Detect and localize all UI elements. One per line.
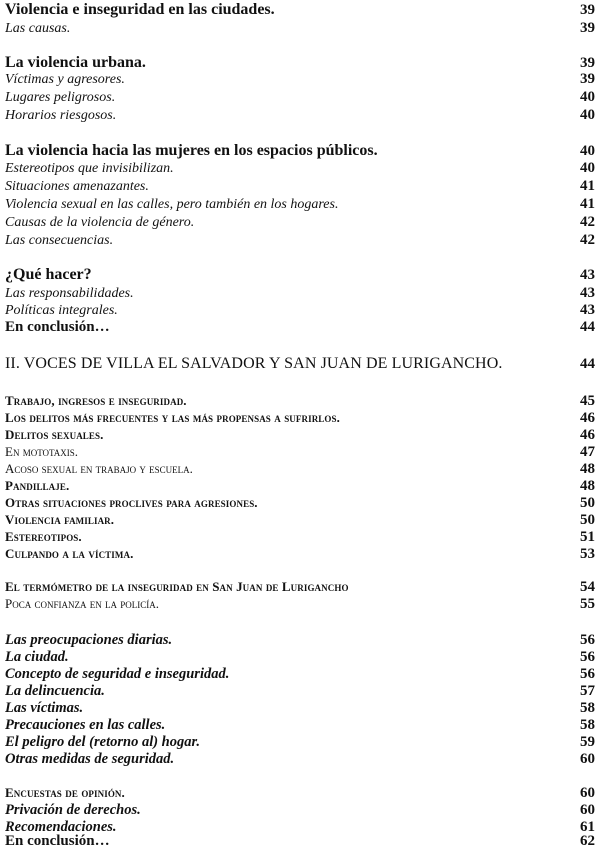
toc-entry[interactable] [5,197,595,212]
toc-page: 60 [580,785,595,801]
toc-entry[interactable] [5,530,595,545]
toc-entry[interactable] [5,701,595,716]
toc-title: Estereotipos que invisibilizan. [5,162,174,176]
toc-entry[interactable] [5,633,595,648]
toc-page: 46 [580,410,595,426]
toc-entry[interactable] [5,496,595,511]
toc-page: 56 [580,649,595,665]
toc-title: En conclusión… [5,834,110,849]
toc-page: 42 [580,214,595,230]
toc-title: Otras medidas de seguridad. [5,752,175,767]
toc-title: Acoso sexual en trabajo y escuela. [5,462,193,475]
toc-entry[interactable] [5,356,595,372]
toc-title: Víctimas y agresores. [5,73,125,87]
toc-entry[interactable] [5,286,595,301]
toc-page: 53 [580,546,595,562]
toc-page: 62 [580,833,595,849]
toc-page: 55 [580,596,595,612]
toc-title: II. VOCES DE VILLA EL SALVADOR Y SAN JUAN DE LURIGANCHO. [5,356,503,372]
toc-title: Violencia e inseguridad en las ciudades. [5,2,275,18]
toc-title: La delincuencia. [5,684,105,699]
toc-title: La ciudad. [5,650,69,665]
toc-entry[interactable] [5,55,595,71]
toc-title: Otras situaciones proclives para agresiones. [5,496,258,509]
toc-title: Lugares peligrosos. [5,91,116,105]
toc-title: En mototaxis. [5,445,79,458]
toc-page: 59 [580,734,595,750]
toc-entry[interactable] [5,428,595,443]
toc-title: Las consecuencias. [5,234,114,248]
toc-entry[interactable] [5,786,595,801]
toc-title: Políticas integrales. [5,304,118,318]
toc-page: 41 [580,196,595,212]
toc-title: El peligro del (retorno al) hogar. [5,735,200,750]
toc-title: Las víctimas. [5,701,84,716]
toc-entry[interactable] [5,513,595,528]
toc-page: 60 [580,802,595,818]
toc-page: 46 [580,427,595,443]
toc-entry[interactable] [5,303,595,318]
toc-page: 39 [580,20,595,36]
toc-entry[interactable] [5,445,595,460]
toc-entry[interactable] [5,161,595,176]
toc-page: 61 [580,819,595,835]
toc-page: 40 [580,160,595,176]
toc-page: 57 [580,683,595,699]
toc-entry[interactable] [5,667,595,682]
toc-title: Violencia sexual en las calles, pero también en los hogares. [5,198,339,212]
toc-page: 44 [580,319,595,335]
toc-page: 39 [580,55,595,71]
toc-entry[interactable] [5,803,595,818]
toc-entry[interactable] [5,90,595,105]
toc-entry[interactable] [5,479,595,494]
toc-page: 40 [580,107,595,123]
toc-title: Delitos sexuales. [5,428,104,441]
toc-page: 43 [580,302,595,318]
toc-page: 58 [580,700,595,716]
toc-title: ¿Qué hacer? [5,267,92,283]
toc-entry[interactable] [5,233,595,248]
toc-title: Horarios riesgosos. [5,109,117,123]
toc-title: Situaciones amenazantes. [5,180,149,194]
toc-entry[interactable] [5,394,595,409]
toc-title: La violencia hacia las mujeres en los espacios públicos. [5,143,378,159]
toc-page: 47 [580,444,595,460]
toc-title: Estereotipos. [5,530,82,543]
toc-page: 50 [580,512,595,528]
toc-page: 43 [580,285,595,301]
toc-title: En conclusión… [5,320,110,335]
toc-page: 43 [580,267,595,283]
toc-page: 44 [580,356,595,372]
toc-title: Encuestas de opinión. [5,786,125,799]
toc-page: 41 [580,178,595,194]
toc-entry[interactable] [5,834,595,849]
toc-title: La violencia urbana. [5,55,146,71]
toc-page: 40 [580,143,595,159]
toc-entry[interactable] [5,718,595,733]
toc-entry[interactable] [5,179,595,194]
toc-entry[interactable] [5,320,595,335]
toc-title: Los delitos más frecuentes y las más propensas a sufrirlos. [5,411,340,424]
toc-page: 39 [580,71,595,87]
toc-entry[interactable] [5,752,595,767]
toc-page: 48 [580,461,595,477]
toc-page: 54 [580,579,595,595]
toc-title: Pandillaje. [5,479,70,492]
toc-title: Recomendaciones. [5,820,117,835]
toc-page: 56 [580,632,595,648]
toc-title: Las causas. [5,22,71,36]
toc-page: 42 [580,232,595,248]
toc-title: El termómetro de la inseguridad en San Juan de Lurigancho [5,580,349,593]
toc-title: Trabajo, ingresos e inseguridad. [5,394,187,407]
toc-entry[interactable] [5,108,595,123]
toc-entry[interactable] [5,215,595,230]
toc-title: Concepto de seguridad e inseguridad. [5,667,230,682]
toc-page: 40 [580,89,595,105]
toc-page: 51 [580,529,595,545]
toc-page: 60 [580,751,595,767]
toc-entry[interactable] [5,267,595,283]
toc-title: Poca confianza en la policía. [5,597,159,610]
toc-page: 48 [580,478,595,494]
toc-title: Causas de la violencia de género. [5,216,195,230]
toc-entry[interactable] [5,597,595,612]
toc-entry[interactable] [5,2,595,18]
toc-page: 45 [580,393,595,409]
toc-page: 58 [580,717,595,733]
toc-entry[interactable] [5,411,595,426]
toc-entry[interactable] [5,462,595,477]
toc-entry[interactable] [5,72,595,87]
toc-title: Precauciones en las calles. [5,718,166,733]
toc-entry[interactable] [5,735,595,750]
toc-title: Las responsabilidades. [5,287,134,301]
toc-entry[interactable] [5,580,595,595]
toc-entry[interactable] [5,650,595,665]
toc-title: Las preocupaciones diarias. [5,633,173,648]
toc-entry[interactable] [5,21,595,36]
toc-page: 56 [580,666,595,682]
toc-entry[interactable] [5,547,595,562]
toc-entry[interactable] [5,143,595,159]
toc-title: Culpando a la víctima. [5,547,134,560]
toc-title: Privación de derechos. [5,803,141,818]
toc-page: 39 [580,2,595,18]
toc-entry[interactable] [5,684,595,699]
toc-title: Violencia familiar. [5,513,115,526]
toc-entry[interactable] [5,820,595,835]
toc-page: 50 [580,495,595,511]
